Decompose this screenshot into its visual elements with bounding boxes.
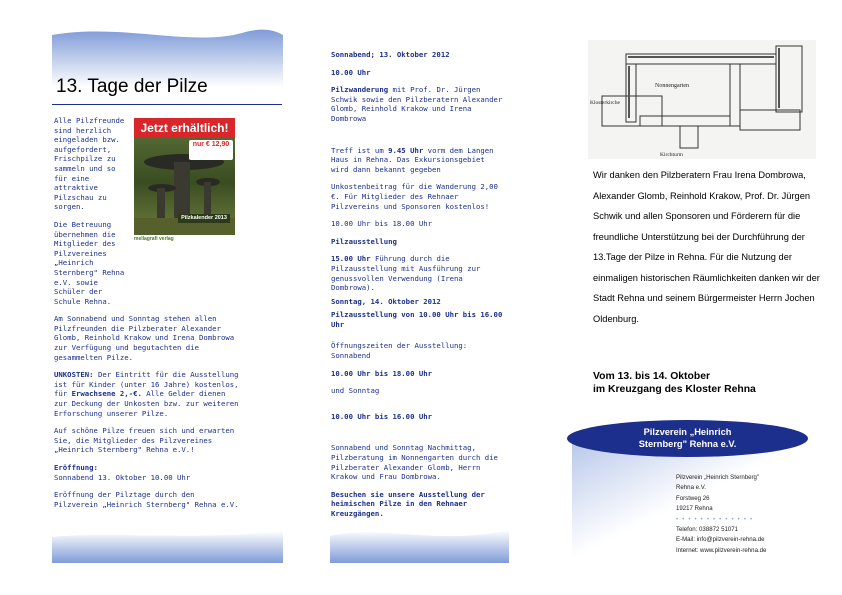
opening-text: Eröffnung der Pilztage durch den Pilzverein „Heinrich Sternberg" Rehna e.V. [54, 490, 239, 509]
event-dates-line2: im Kreuzgang des Kloster Rehna [593, 384, 756, 395]
contact-phone: Telefon: 038872 51071 [676, 526, 739, 534]
floor-plan-drawing [588, 40, 816, 159]
advert-publisher: mellagrafi verlag [134, 236, 174, 242]
sunday-date [331, 297, 503, 307]
opening-block [54, 463, 240, 482]
saturday-date-text: Sonnabend; 13. Oktober 2012 [331, 50, 450, 59]
visit-paragraph [331, 490, 503, 519]
visit-text: Besuchen sie unsere Ausstellung der heimischen Pilze in den Rehnaer Kreuzgängen. [331, 489, 485, 518]
saturday-hours: 10.00 Uhr bis 18.00 Uhr [331, 219, 433, 229]
thanks-paragraph: Wir danken den Pilzberatern Frau Irena Dombrowa, Alexander Glomb, Reinhold Krakow, Prof. Dr. Jürgen Schwik und allen Sponsoren und Förderern für die freundliche Unterstützung bei der Durchführung der 13.Tage der Pilze in Rehna. Für die Nutzung der einmaligen historischen Räumlichkeiten danken wir der Stadt Rehna und seinem Bürgermeister Herrn Jochen Oldenburg. [593, 170, 820, 324]
tour-paragraph [331, 254, 503, 292]
monastery-floor-plan [588, 40, 816, 159]
contact-email[interactable]: E-Mail: info@pilzverein-rehna.de [676, 536, 765, 544]
plan-label-kirchturm: Kirchturm [660, 152, 683, 158]
advert-footer [134, 236, 235, 264]
opening-hours-and: und Sonntag [331, 386, 380, 396]
costs-adults: Erwachsene 2,-€. [71, 389, 142, 399]
saturday-time [331, 68, 503, 78]
advert-headline: Jetzt erhältlich! [134, 118, 235, 138]
club-name-badge [567, 420, 808, 457]
exhibition-label-text: Pilzausstellung [331, 236, 397, 246]
title-divider [52, 104, 282, 105]
opening-date: Sonnabend 13. Oktober 10.00 Uhr [54, 472, 191, 482]
saturday-time-text: 10.00 Uhr [331, 67, 371, 77]
contact-line-1: Pilzverein „Heinrich Sternberg" [676, 474, 760, 481]
middle-wave-decoration [330, 516, 509, 563]
calendar-advert [134, 118, 235, 264]
page-title: 13. Tage der Pilze [56, 76, 208, 97]
club-name-line2: Sternberg" Rehna e.V. [638, 439, 737, 449]
opening-label: Eröffnung: [54, 463, 98, 472]
opening-hours-saturday-text: 10.00 Uhr bis 18.00 Uhr [331, 368, 433, 378]
afternoon-paragraph: Sonnabend und Sonntag Nachmittag, Pilzberatung im Nonnengarten durch die Pilzberater Alexander Glomb, Herrn Krakow und Frau Dombrowa. [331, 443, 498, 482]
contact-line-2: Rehna e.V. [676, 484, 706, 492]
opening-hours-sunday [331, 412, 503, 422]
event-dates-line1: Vom 13. bis 14. Oktober [593, 371, 711, 382]
tour-time: 15.00 Uhr [331, 254, 371, 264]
event-dates [593, 370, 823, 396]
meeting-paragraph [331, 146, 503, 175]
meeting-text-a: Treff ist um [331, 145, 389, 155]
costs-text-b: Alle Gelder dienen zur Deckung der Unkosten bzw. zur weiteren Erforschung unserer Pilze. [54, 389, 239, 418]
intro-paragraph: Alle Pilzfreunde sind herzlich eingeladen bzw. aufgefordert, Frischpilze zu sammeln und so für eine attraktive Pilzschau zu sorgen. [54, 116, 125, 212]
looking-forward-paragraph: Auf schöne Pilze freuen sich und erwarten Sie, die Mitglieder des Pilzvereines „Heinrich Sternberg" Rehna e.V.! [54, 426, 235, 455]
tour-text: Führung durch die Pilzausstellung mit Ausführung zur genussvollen Verwendung (Irena Dombrowa). [331, 254, 481, 293]
saturday-date [331, 50, 503, 60]
opening-hours-sunday-text: 10.00 Uhr bis 16.00 Uhr [331, 411, 433, 421]
sunday-date-text: Sonntag, 14. Oktober 2012 [331, 296, 441, 306]
program-column [331, 50, 503, 527]
costs-text-a: Der Eintritt für die Ausstellung ist für Kinder (unter 16 Jahre) kostenlos, für [54, 370, 239, 399]
costs-paragraph [54, 370, 240, 418]
costs-label: UNKOSTEN: [54, 370, 94, 380]
meeting-text-b: vorm dem Langen Haus in Rehna. Das Exkursionsgebiet wird dann bekannt gegeben [331, 145, 494, 174]
contact-website[interactable]: Internet: www.pilzverein-rehna.de [676, 546, 767, 554]
advert-photo [134, 118, 235, 235]
meeting-time: 9.45 Uhr [388, 145, 424, 155]
plan-label-nonnengarten: Nonnengarten [655, 83, 689, 89]
contact-block [676, 473, 816, 556]
support-paragraph-a [54, 220, 132, 306]
club-name-line1: Pilzverein „Heinrich [643, 427, 732, 437]
walk-paragraph [331, 85, 503, 123]
sunday-exhibition [331, 310, 503, 329]
advert-price: nur € 12,90 [189, 140, 233, 160]
exhibition-label [331, 237, 503, 247]
advert-magazine-title: Pilzkalender 2013 [178, 214, 230, 223]
opening-hours-saturday [331, 369, 503, 379]
contact-line-3: Forstweg 26 [676, 494, 710, 502]
fee-paragraph: Unkostenbeitrag für die Wanderung 2,00 €. Für Mitglieder des Rehnaer Pilzvereins und Sponsoren kostenlos! [331, 182, 498, 211]
sunday-exhibition-text: Pilzausstellung von 10.00 Uhr bis 16.00 Uhr [331, 310, 503, 329]
weekend-paragraph: Am Sonnabend und Sonntag stehen allen Pilzfreunden die Pilzberater Alexander Glomb, Reinhold Krakow und Irena Dombrowa zur Verfügung und begutachten die gesammelten Pilze. [54, 314, 235, 362]
footer-wave-decoration [52, 531, 283, 563]
walk-label: Pilzwanderung [331, 85, 389, 95]
support-text: Die Betreuung übernehmen die Mitglieder des Pilzvereines „Heinrich Sternberg" Rehna e.V. sowie Schüler der Schule Rehna. [54, 219, 125, 306]
walk-text: mit Prof. Dr. Jürgen Schwik sowie den Pilzberatern Alexander Glomb, Reinhold Krakow und Irena Dombrowa [331, 85, 503, 123]
plan-label-klosterkirche: Klosterkirche [590, 100, 620, 106]
opening-hours-label: Öffnungszeiten der Ausstellung: Sonnabend [331, 341, 468, 361]
contact-dots-divider: • • • • • • • • • • • • • [676, 516, 754, 523]
contact-line-4: 19217 Rehna [676, 505, 713, 513]
